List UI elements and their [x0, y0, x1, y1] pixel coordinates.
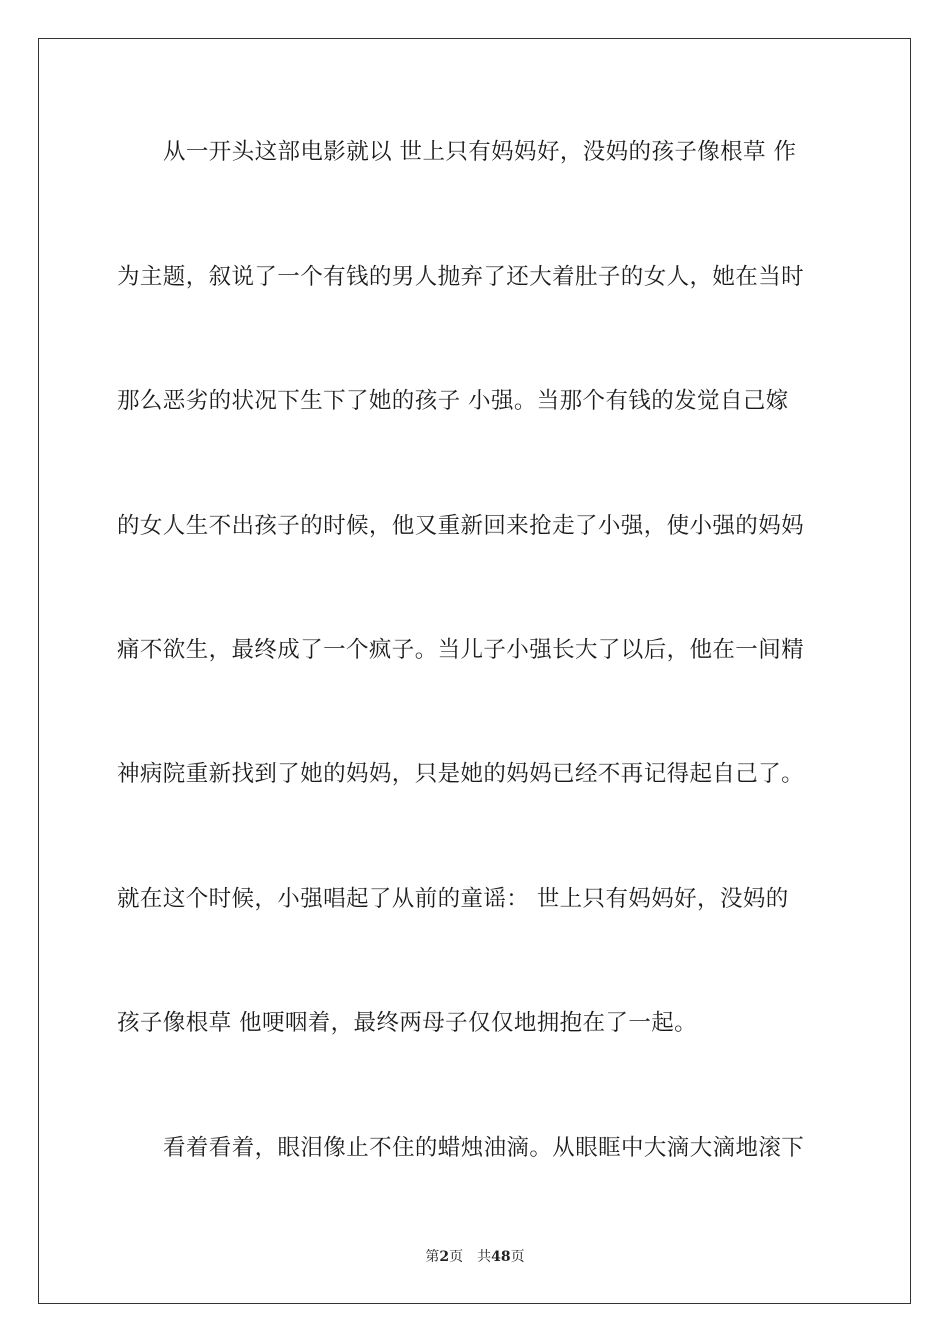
page-prefix: 第 — [425, 1249, 440, 1265]
current-page-number: 2 — [439, 1249, 450, 1265]
paragraph-line: 为主题，叙说了一个有钱的男人抛弃了还大着肚子的女人，她在当时 — [117, 264, 805, 290]
page-mid: 页 共 — [449, 1249, 492, 1265]
page-suffix: 页 — [510, 1249, 525, 1265]
total-pages-number: 48 — [491, 1249, 511, 1265]
paragraph-line: 痛不欲生，最终成了一个疯子。当儿子小强长大了以后，他在一间精 — [117, 637, 805, 663]
paragraph-line: 神病院重新找到了她的妈妈，只是她的妈妈已经不再记得起自己了。 — [117, 761, 805, 787]
paragraph-line: 孩子像根草 他哽咽着，最终两母子仅仅地拥抱在了一起。 — [117, 1010, 698, 1036]
paragraph-line: 的女人生不出孩子的时候，他又重新回来抢走了小强，使小强的妈妈 — [117, 513, 805, 539]
paragraph-line: 那么恶劣的状况下生下了她的孩子 小强。当那个有钱的发觉自己嫁 — [117, 388, 789, 414]
paragraph-line: 就在这个时候，小强唱起了从前的童谣： 世上只有妈妈好，没妈的 — [117, 886, 789, 912]
paragraph-line: 从一开头这部电影就以 世上只有妈妈好，没妈的孩子像根草 作 — [163, 139, 797, 165]
page-border — [38, 38, 911, 1304]
page-footer — [0, 1247, 950, 1267]
paragraph-line: 看着看着，眼泪像止不住的蜡烛油滴。从眼眶中大滴大滴地滚下 — [163, 1135, 805, 1161]
